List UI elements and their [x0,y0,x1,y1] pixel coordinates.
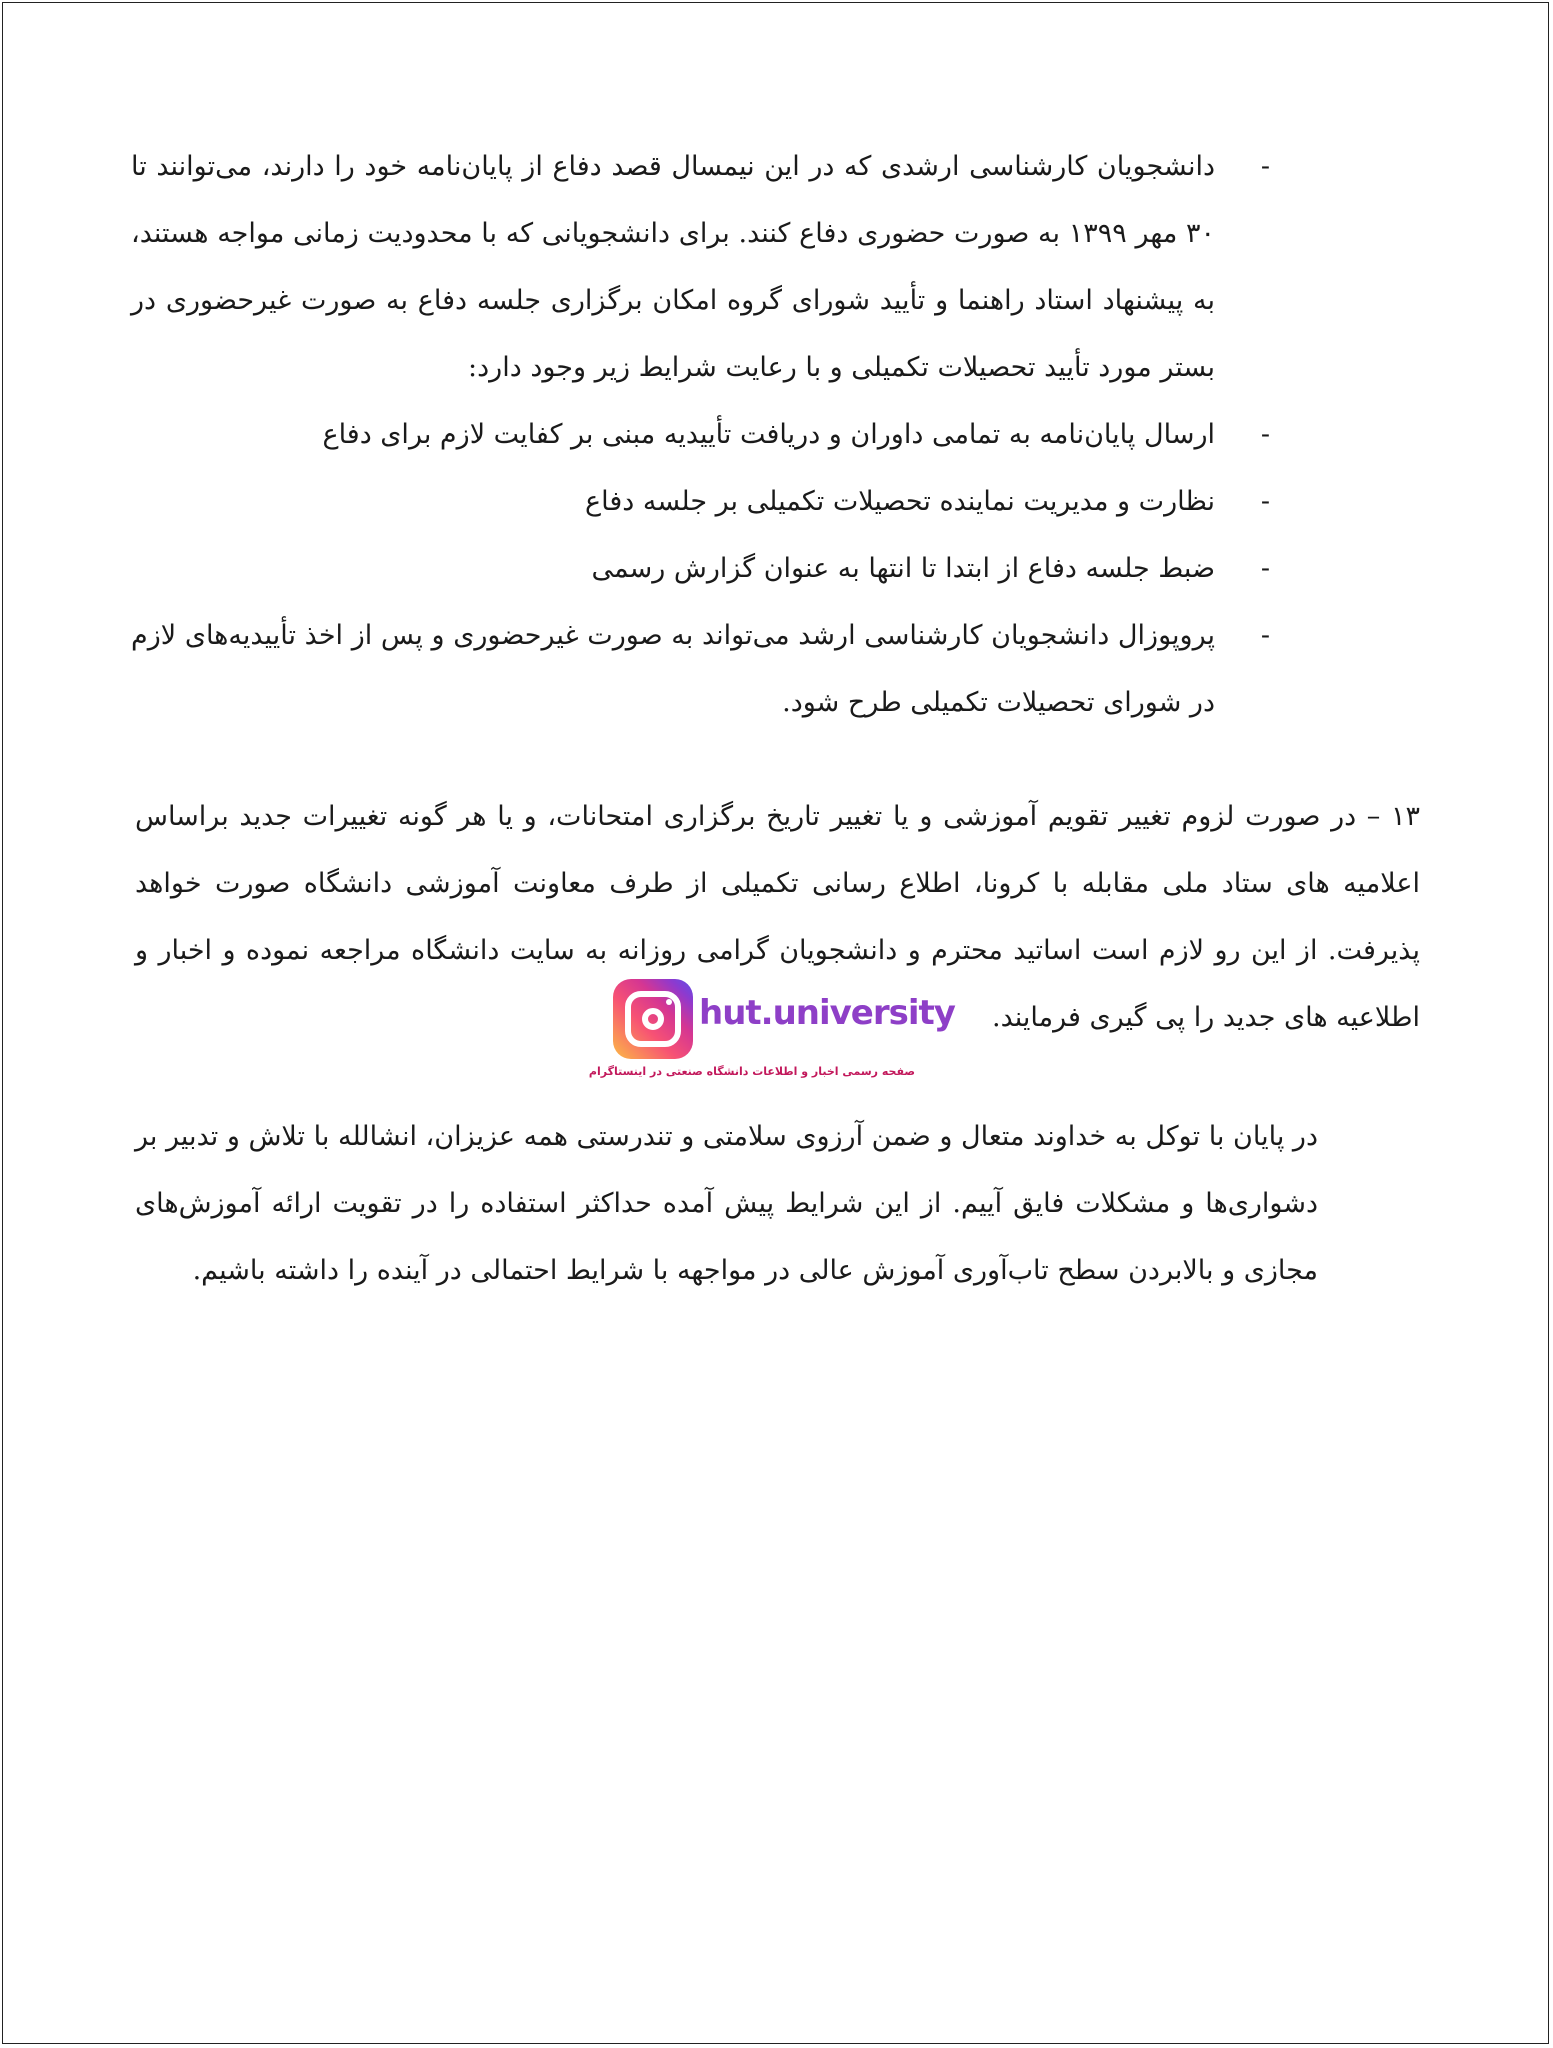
list-item [131,602,1270,736]
instagram-caption: صفحه رسمی اخبار و اطلاعات دانشگاه صنعتی در اینستاگرام [588,1065,915,1078]
instagram-handle: hut.university [699,993,955,1033]
list-item-text: دانشجویان کارشناسی ارشدی که در این نیمسال قصد دفاع از پایان‌نامه خود را دارند، می‌توانند تا ۳۰ مهر ۱۳۹۹ به صورت حضوری دفاع کنند. برای دانشجویانی که با محدودیت زمانی مواجه هستند، به پیشنهاد استاد راهنما و تأیید شورای گروه امکان برگزاری جلسه دفاع به صورت غیرحضوری در بستر مورد تأیید تحصیلات تکمیلی و با رعایت شرایط زیر وجود دارد: [131,151,1215,383]
instagram-icon [613,979,693,1059]
list-item-text: ضبط جلسه دفاع از ابتدا تا انتها به عنوان گزارش رسمی [591,553,1215,584]
list-item-text: پروپوزال دانشجویان کارشناسی ارشد می‌تواند به صورت غیرحضوری و پس از اخذ تأییدیه‌های لازم در شورای تحصیلات تکمیلی طرح شود. [131,620,1215,718]
paragraph-13: ۱۳ – در صورت لزوم تغییر تقویم آموزشی و یا تغییر تاریخ برگزاری امتحانات، و یا هر گونه تغییرات جدید براساس اعلامیه های ستاد ملی مقابله با کرونا، اطلاع رسانی تکمیلی از طرف معاونت آموزشی دانشگاه صورت خواهد پذیرفت. از این رو لازم است اساتید محترم و دانشجویان گرامی روزانه به سایت دانشگاه مراجعه نموده و اخبار و اطلاعیه های جدید را پی گیری فرمایند. [135,801,1420,1033]
bullet-marker: - [1260,419,1270,450]
bullet-list [131,133,1270,736]
list-item-text: نظارت و مدیریت نماینده تحصیلات تکمیلی بر جلسه دفاع [585,486,1215,517]
list-item [131,401,1270,468]
bullet-marker: - [1260,553,1270,584]
closing-paragraph: در پایان با توکل به خداوند متعال و ضمن آرزوی سلامتی و تندرستی همه عزیزان، انشالله با تلاش و تدبیر بر دشواری‌ها و مشکلات فایق آییم. از این شرایط پیش آمده حداکثر استفاده را در تقویت ارائه آموزش‌های مجازی و بالابردن سطح تاب‌آوری آموزش عالی در مواجهه با شرایط احتمالی در آینده را داشته باشیم. [135,1121,1318,1286]
list-item-text: ارسال پایان‌نامه به تمامی داوران و دریافت تأییدیه مبنی بر کفایت لازم برای دفاع [322,419,1215,450]
instagram-watermark [588,979,955,1089]
list-item [131,468,1270,535]
list-item [131,535,1270,602]
bullet-marker: - [1260,486,1270,517]
list-item [131,133,1270,401]
bullet-marker: - [1260,151,1270,182]
bullet-marker: - [1260,620,1270,651]
document-page [2,2,1549,2044]
